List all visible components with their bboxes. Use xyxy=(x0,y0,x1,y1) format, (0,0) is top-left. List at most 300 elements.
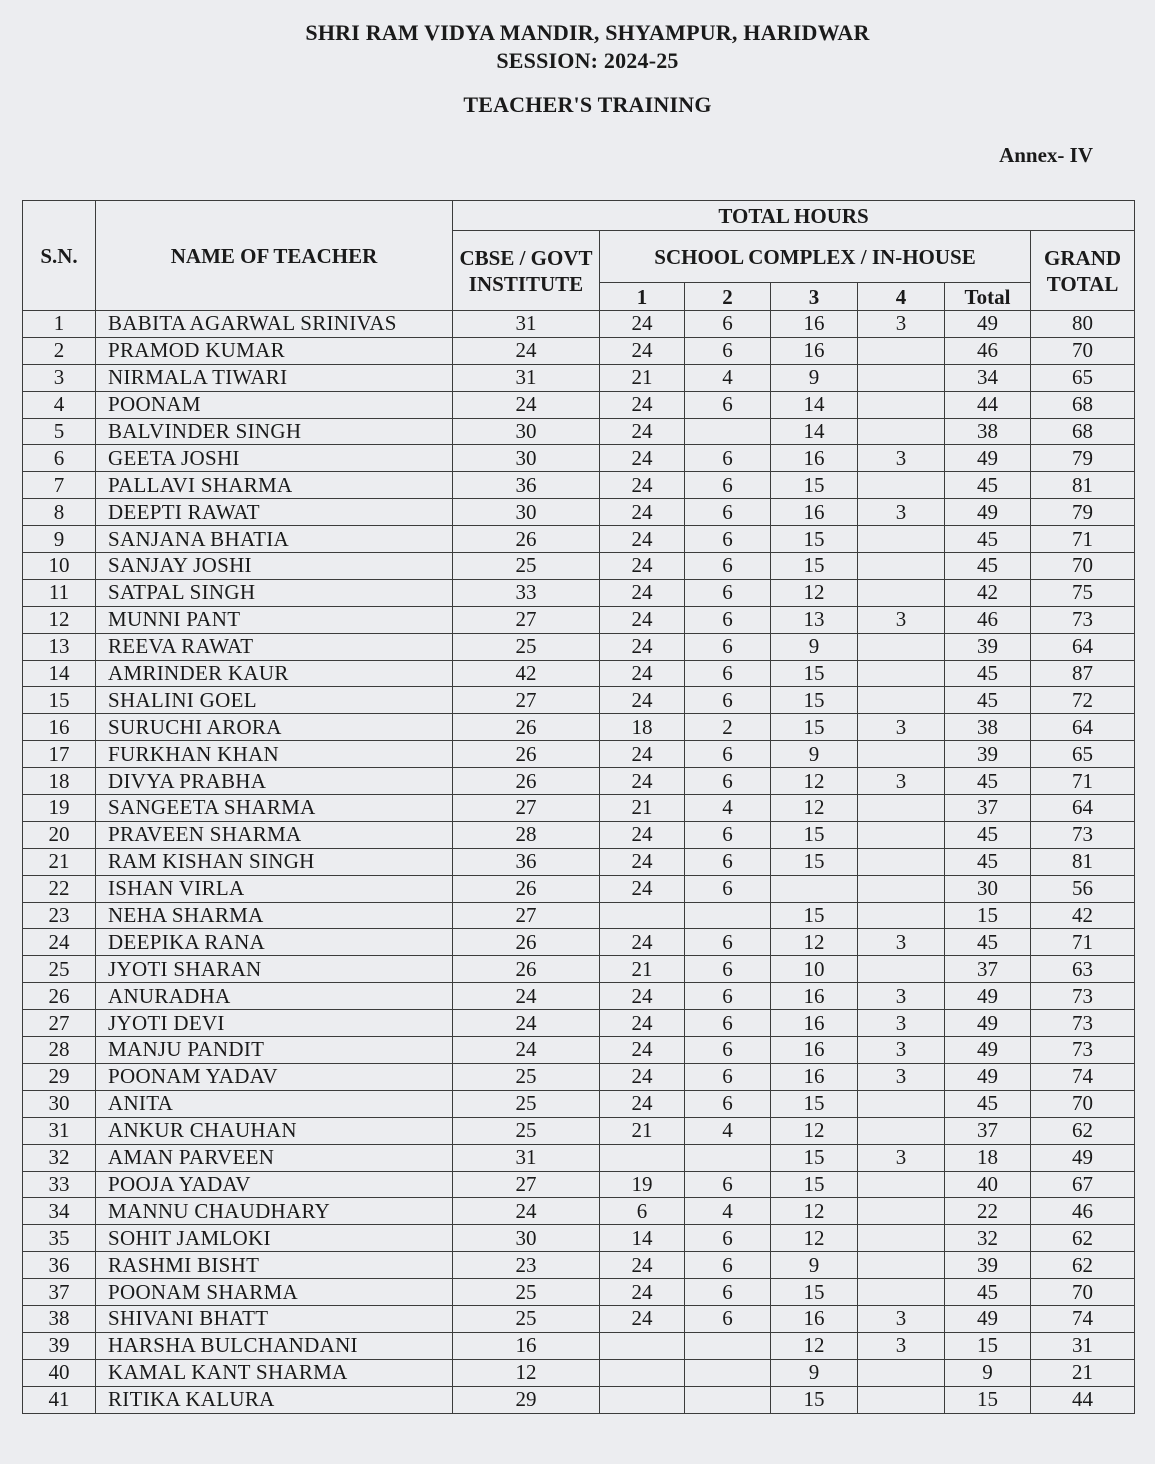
complex-1-cell: 24 xyxy=(600,929,685,956)
complex-1-cell: 21 xyxy=(600,795,685,822)
sn-cell: 35 xyxy=(23,1225,96,1252)
sn-cell: 16 xyxy=(23,714,96,741)
complex-total-cell: 37 xyxy=(945,956,1031,983)
complex-2-cell: 6 xyxy=(685,391,771,418)
complex-total-cell: 45 xyxy=(945,553,1031,580)
complex-3-cell: 16 xyxy=(771,1037,858,1064)
complex-4-cell: 3 xyxy=(858,1063,945,1090)
grand-total-cell: 73 xyxy=(1031,1037,1135,1064)
cbse-hours-cell: 24 xyxy=(453,337,600,364)
teacher-name-cell: POONAM YADAV xyxy=(96,1063,453,1090)
grand-total-cell: 79 xyxy=(1031,499,1135,526)
complex-1-cell: 6 xyxy=(600,1198,685,1225)
complex-3-cell: 12 xyxy=(771,1225,858,1252)
sn-cell: 21 xyxy=(23,848,96,875)
complex-1-cell: 24 xyxy=(600,1279,685,1306)
teacher-name-cell: DEEPIKA RANA xyxy=(96,929,453,956)
sn-cell: 34 xyxy=(23,1198,96,1225)
complex-3-cell: 15 xyxy=(771,714,858,741)
table-row xyxy=(23,1010,1135,1037)
complex-2-cell: 6 xyxy=(685,526,771,553)
complex-1-cell: 24 xyxy=(600,1010,685,1037)
complex-3-cell: 15 xyxy=(771,1090,858,1117)
complex-1-cell xyxy=(600,902,685,929)
grand-total-cell: 64 xyxy=(1031,795,1135,822)
complex-1-cell: 24 xyxy=(600,768,685,795)
complex-1-cell: 24 xyxy=(600,499,685,526)
table-row xyxy=(23,821,1135,848)
teacher-name-cell: ISHAN VIRLA xyxy=(96,875,453,902)
cbse-hours-cell: 25 xyxy=(453,1063,600,1090)
complex-total-cell: 39 xyxy=(945,741,1031,768)
complex-total-cell: 45 xyxy=(945,1090,1031,1117)
complex-total-cell: 39 xyxy=(945,633,1031,660)
complex-1-cell: 14 xyxy=(600,1225,685,1252)
school-name: SHRI RAM VIDYA MANDIR, SHYAMPUR, HARIDWAR xyxy=(305,20,870,45)
grand-total-cell: 71 xyxy=(1031,929,1135,956)
complex-2-cell xyxy=(685,1144,771,1171)
complex-2-cell xyxy=(685,902,771,929)
complex-total-cell: 49 xyxy=(945,499,1031,526)
grand-total-cell: 68 xyxy=(1031,391,1135,418)
complex-3-cell: 12 xyxy=(771,929,858,956)
complex-total-cell: 46 xyxy=(945,337,1031,364)
complex-3-cell: 14 xyxy=(771,391,858,418)
complex-total-cell: 49 xyxy=(945,445,1031,472)
complex-total-cell: 49 xyxy=(945,1305,1031,1332)
cbse-hours-cell: 26 xyxy=(453,741,600,768)
complex-4-cell xyxy=(858,633,945,660)
complex-total-cell: 46 xyxy=(945,606,1031,633)
table-row xyxy=(23,687,1135,714)
complex-4-cell xyxy=(858,821,945,848)
complex-total-cell: 49 xyxy=(945,1037,1031,1064)
complex-2-cell: 6 xyxy=(685,1171,771,1198)
complex-3-cell: 16 xyxy=(771,499,858,526)
teacher-name-cell: ANKUR CHAUHAN xyxy=(96,1117,453,1144)
complex-1-cell: 24 xyxy=(600,1252,685,1279)
complex-4-cell xyxy=(858,579,945,606)
complex-2-cell: 6 xyxy=(685,1037,771,1064)
teacher-name-cell: RASHMI BISHT xyxy=(96,1252,453,1279)
complex-4-cell xyxy=(858,1359,945,1386)
complex-2-cell: 6 xyxy=(685,956,771,983)
complex-4-cell: 3 xyxy=(858,1144,945,1171)
complex-3-cell: 16 xyxy=(771,1305,858,1332)
complex-4-cell xyxy=(858,875,945,902)
complex-2-cell: 4 xyxy=(685,364,771,391)
complex-1-cell: 24 xyxy=(600,687,685,714)
complex-3-cell: 10 xyxy=(771,956,858,983)
complex-2-cell: 6 xyxy=(685,821,771,848)
grand-total-cell: 73 xyxy=(1031,1010,1135,1037)
table-row xyxy=(23,848,1135,875)
complex-1-cell xyxy=(600,1359,685,1386)
complex-total-cell: 15 xyxy=(945,1332,1031,1359)
table-row xyxy=(23,1063,1135,1090)
teacher-name-cell: SOHIT JAMLOKI xyxy=(96,1225,453,1252)
cbse-hours-cell: 31 xyxy=(453,311,600,338)
table-row xyxy=(23,526,1135,553)
grand-total-cell: 65 xyxy=(1031,364,1135,391)
table-row xyxy=(23,929,1135,956)
teacher-name-cell: BABITA AGARWAL SRINIVAS xyxy=(96,311,453,338)
complex-2-cell: 4 xyxy=(685,1198,771,1225)
grand-total-cell: 62 xyxy=(1031,1252,1135,1279)
complex-4-cell: 3 xyxy=(858,1037,945,1064)
teacher-name-cell: HARSHA BULCHANDANI xyxy=(96,1332,453,1359)
teacher-name-cell: SHALINI GOEL xyxy=(96,687,453,714)
grand-total-cell: 21 xyxy=(1031,1359,1135,1386)
sn-cell: 27 xyxy=(23,1010,96,1037)
table-row xyxy=(23,1252,1135,1279)
grand-total-cell: 64 xyxy=(1031,714,1135,741)
complex-2-cell: 6 xyxy=(685,983,771,1010)
table-row xyxy=(23,768,1135,795)
cbse-hours-cell: 25 xyxy=(453,1305,600,1332)
complex-1-cell: 24 xyxy=(600,1037,685,1064)
complex-4-cell xyxy=(858,1117,945,1144)
complex-3-cell: 16 xyxy=(771,1010,858,1037)
table-row xyxy=(23,1090,1135,1117)
grand-total-cell: 46 xyxy=(1031,1198,1135,1225)
complex-3-cell: 14 xyxy=(771,418,858,445)
complex-1-cell: 24 xyxy=(600,821,685,848)
grand-total-cell: 56 xyxy=(1031,875,1135,902)
complex-1-cell: 24 xyxy=(600,579,685,606)
sn-cell: 36 xyxy=(23,1252,96,1279)
complex-1-cell: 21 xyxy=(600,364,685,391)
complex-1-cell xyxy=(600,1332,685,1359)
complex-total-cell: 45 xyxy=(945,660,1031,687)
complex-2-cell: 6 xyxy=(685,929,771,956)
complex-3-cell: 16 xyxy=(771,337,858,364)
complex-total-cell: 45 xyxy=(945,687,1031,714)
sn-cell: 30 xyxy=(23,1090,96,1117)
teacher-name-cell: SANJANA BHATIA xyxy=(96,526,453,553)
grand-total-cell: 62 xyxy=(1031,1225,1135,1252)
cbse-hours-cell: 26 xyxy=(453,956,600,983)
complex-4-cell xyxy=(858,337,945,364)
teacher-name-cell: DEEPTI RAWAT xyxy=(96,499,453,526)
complex-total-cell: 34 xyxy=(945,364,1031,391)
sn-cell: 1 xyxy=(23,311,96,338)
complex-total-cell: 37 xyxy=(945,1117,1031,1144)
table-row xyxy=(23,1171,1135,1198)
grand-total-header: GRAND TOTAL xyxy=(1031,231,1135,311)
sn-cell: 26 xyxy=(23,983,96,1010)
complex-total-cell: 38 xyxy=(945,714,1031,741)
complex-2-cell: 6 xyxy=(685,848,771,875)
col-1-header: 1 xyxy=(600,283,685,311)
complex-2-cell: 6 xyxy=(685,1090,771,1117)
sn-cell: 10 xyxy=(23,553,96,580)
complex-total-cell: 45 xyxy=(945,821,1031,848)
document-title: TEACHER'S TRAINING xyxy=(463,92,712,117)
complex-2-cell: 6 xyxy=(685,768,771,795)
complex-3-cell: 12 xyxy=(771,768,858,795)
teacher-name-cell: KAMAL KANT SHARMA xyxy=(96,1359,453,1386)
sn-cell: 11 xyxy=(23,579,96,606)
complex-3-cell: 12 xyxy=(771,1332,858,1359)
complex-total-cell: 18 xyxy=(945,1144,1031,1171)
complex-3-cell: 16 xyxy=(771,445,858,472)
complex-2-cell: 6 xyxy=(685,741,771,768)
complex-3-cell: 15 xyxy=(771,553,858,580)
cbse-hours-cell: 42 xyxy=(453,660,600,687)
table-row xyxy=(23,606,1135,633)
table-row xyxy=(23,1305,1135,1332)
grand-total-cell: 70 xyxy=(1031,1090,1135,1117)
table-row xyxy=(23,983,1135,1010)
table-row xyxy=(23,445,1135,472)
complex-2-cell: 6 xyxy=(685,687,771,714)
col-4-header: 4 xyxy=(858,283,945,311)
cbse-hours-cell: 28 xyxy=(453,821,600,848)
cbse-hours-cell: 30 xyxy=(453,445,600,472)
teacher-name-cell: JYOTI DEVI xyxy=(96,1010,453,1037)
complex-4-cell xyxy=(858,1171,945,1198)
table-row xyxy=(23,472,1135,499)
table-row xyxy=(23,875,1135,902)
table-row xyxy=(23,741,1135,768)
complex-2-cell xyxy=(685,418,771,445)
table-row xyxy=(23,579,1135,606)
complex-2-cell: 6 xyxy=(685,875,771,902)
table-row xyxy=(23,902,1135,929)
complex-total-cell: 32 xyxy=(945,1225,1031,1252)
complex-3-cell: 15 xyxy=(771,902,858,929)
complex-1-cell: 24 xyxy=(600,553,685,580)
complex-4-cell xyxy=(858,741,945,768)
complex-1-cell: 19 xyxy=(600,1171,685,1198)
complex-4-cell xyxy=(858,1279,945,1306)
complex-3-cell: 15 xyxy=(771,848,858,875)
complex-total-cell: 49 xyxy=(945,983,1031,1010)
complex-total-cell: 49 xyxy=(945,1010,1031,1037)
complex-total-cell: 38 xyxy=(945,418,1031,445)
teacher-name-cell: PALLAVI SHARMA xyxy=(96,472,453,499)
cbse-hours-cell: 29 xyxy=(453,1386,600,1413)
cbse-hours-cell: 24 xyxy=(453,1198,600,1225)
cbse-hours-cell: 25 xyxy=(453,1117,600,1144)
complex-2-cell: 6 xyxy=(685,311,771,338)
sn-cell: 37 xyxy=(23,1279,96,1306)
complex-3-cell: 15 xyxy=(771,1171,858,1198)
grand-total-cell: 71 xyxy=(1031,526,1135,553)
complex-4-cell: 3 xyxy=(858,983,945,1010)
teacher-name-cell: RITIKA KALURA xyxy=(96,1386,453,1413)
grand-total-cell: 68 xyxy=(1031,418,1135,445)
table-row xyxy=(23,714,1135,741)
complex-1-cell: 21 xyxy=(600,1117,685,1144)
teacher-name-cell: NIRMALA TIWARI xyxy=(96,364,453,391)
cbse-hours-cell: 27 xyxy=(453,795,600,822)
table-row xyxy=(23,1225,1135,1252)
sn-cell: 3 xyxy=(23,364,96,391)
complex-2-cell: 6 xyxy=(685,579,771,606)
complex-2-cell: 6 xyxy=(685,606,771,633)
teacher-name-cell: NEHA SHARMA xyxy=(96,902,453,929)
sn-cell: 32 xyxy=(23,1144,96,1171)
grand-total-cell: 62 xyxy=(1031,1117,1135,1144)
complex-1-cell: 24 xyxy=(600,1063,685,1090)
complex-2-cell: 6 xyxy=(685,1252,771,1279)
grand-total-cell: 70 xyxy=(1031,1279,1135,1306)
complex-1-cell: 24 xyxy=(600,391,685,418)
teacher-name-cell: ANURADHA xyxy=(96,983,453,1010)
table-row xyxy=(23,1279,1135,1306)
complex-total-cell: 49 xyxy=(945,1063,1031,1090)
table-row xyxy=(23,795,1135,822)
table-row xyxy=(23,553,1135,580)
complex-2-cell: 4 xyxy=(685,1117,771,1144)
complex-4-cell xyxy=(858,364,945,391)
complex-3-cell: 15 xyxy=(771,1144,858,1171)
grand-total-cell: 67 xyxy=(1031,1171,1135,1198)
complex-4-cell: 3 xyxy=(858,768,945,795)
complex-4-cell: 3 xyxy=(858,1010,945,1037)
complex-4-cell xyxy=(858,687,945,714)
cbse-hours-cell: 36 xyxy=(453,472,600,499)
complex-3-cell: 16 xyxy=(771,311,858,338)
complex-total-cell: 45 xyxy=(945,526,1031,553)
complex-3-cell: 15 xyxy=(771,687,858,714)
complex-4-cell: 3 xyxy=(858,1332,945,1359)
complex-4-cell xyxy=(858,956,945,983)
table-row xyxy=(23,660,1135,687)
teacher-name-cell: DIVYA PRABHA xyxy=(96,768,453,795)
complex-total-cell: 15 xyxy=(945,902,1031,929)
cbse-hours-cell: 26 xyxy=(453,768,600,795)
complex-2-cell: 6 xyxy=(685,1279,771,1306)
cbse-hours-cell: 30 xyxy=(453,1225,600,1252)
cbse-hours-cell: 31 xyxy=(453,364,600,391)
sn-cell: 28 xyxy=(23,1037,96,1064)
teacher-name-cell: SATPAL SINGH xyxy=(96,579,453,606)
complex-4-cell: 3 xyxy=(858,929,945,956)
complex-total-cell: 49 xyxy=(945,311,1031,338)
complex-4-cell xyxy=(858,848,945,875)
complex-4-cell xyxy=(858,1090,945,1117)
teacher-name-cell: REEVA RAWAT xyxy=(96,633,453,660)
complex-2-cell: 6 xyxy=(685,1063,771,1090)
grand-total-cell: 42 xyxy=(1031,902,1135,929)
sn-cell: 13 xyxy=(23,633,96,660)
complex-3-cell: 15 xyxy=(771,1279,858,1306)
sn-cell: 2 xyxy=(23,337,96,364)
complex-total-cell: 37 xyxy=(945,795,1031,822)
complex-2-cell: 6 xyxy=(685,499,771,526)
table-row xyxy=(23,1144,1135,1171)
cbse-hours-cell: 26 xyxy=(453,929,600,956)
table-row xyxy=(23,956,1135,983)
grand-total-cell: 31 xyxy=(1031,1332,1135,1359)
sn-cell: 31 xyxy=(23,1117,96,1144)
complex-3-cell: 12 xyxy=(771,579,858,606)
teacher-name-cell: POONAM xyxy=(96,391,453,418)
complex-total-cell: 30 xyxy=(945,875,1031,902)
sn-cell: 25 xyxy=(23,956,96,983)
sn-cell: 20 xyxy=(23,821,96,848)
grand-total-cell: 80 xyxy=(1031,311,1135,338)
sn-cell: 8 xyxy=(23,499,96,526)
complex-3-cell: 16 xyxy=(771,983,858,1010)
complex-2-cell: 6 xyxy=(685,1305,771,1332)
complex-2-cell: 6 xyxy=(685,660,771,687)
complex-1-cell: 24 xyxy=(600,526,685,553)
sn-cell: 40 xyxy=(23,1359,96,1386)
teacher-name-cell: GEETA JOSHI xyxy=(96,445,453,472)
complex-4-cell xyxy=(858,795,945,822)
cbse-hours-cell: 24 xyxy=(453,1010,600,1037)
grand-total-cell: 71 xyxy=(1031,768,1135,795)
complex-total-cell: 45 xyxy=(945,472,1031,499)
teacher-name-cell: ANITA xyxy=(96,1090,453,1117)
grand-total-cell: 70 xyxy=(1031,553,1135,580)
table-row xyxy=(23,364,1135,391)
cbse-hours-cell: 27 xyxy=(453,687,600,714)
complex-3-cell: 15 xyxy=(771,1386,858,1413)
complex-total-cell: 39 xyxy=(945,1252,1031,1279)
teacher-name-cell: RAM KISHAN SINGH xyxy=(96,848,453,875)
cbse-hours-cell: 31 xyxy=(453,1144,600,1171)
table-row xyxy=(23,499,1135,526)
complex-2-cell: 2 xyxy=(685,714,771,741)
table-row xyxy=(23,418,1135,445)
sn-cell: 6 xyxy=(23,445,96,472)
complex-total-cell: 44 xyxy=(945,391,1031,418)
complex-total-cell: 45 xyxy=(945,848,1031,875)
complex-1-cell: 24 xyxy=(600,848,685,875)
cbse-hours-cell: 25 xyxy=(453,553,600,580)
sn-cell: 9 xyxy=(23,526,96,553)
cbse-hours-cell: 27 xyxy=(453,1171,600,1198)
complex-4-cell xyxy=(858,526,945,553)
teacher-name-cell: MUNNI PANT xyxy=(96,606,453,633)
complex-4-cell xyxy=(858,553,945,580)
complex-1-cell: 24 xyxy=(600,633,685,660)
sn-cell: 24 xyxy=(23,929,96,956)
table-row xyxy=(23,1332,1135,1359)
complex-4-cell xyxy=(858,472,945,499)
complex-4-cell xyxy=(858,1225,945,1252)
cbse-hours-cell: 27 xyxy=(453,606,600,633)
complex-2-cell: 6 xyxy=(685,1010,771,1037)
complex-2-cell: 6 xyxy=(685,337,771,364)
complex-2-cell: 6 xyxy=(685,472,771,499)
cbse-hours-cell: 27 xyxy=(453,902,600,929)
grand-total-cell: 74 xyxy=(1031,1063,1135,1090)
complex-total-cell: 45 xyxy=(945,929,1031,956)
teacher-name-cell: POOJA YADAV xyxy=(96,1171,453,1198)
complex-1-cell: 18 xyxy=(600,714,685,741)
complex-total-cell: 15 xyxy=(945,1386,1031,1413)
complex-4-cell: 3 xyxy=(858,499,945,526)
complex-3-cell: 15 xyxy=(771,472,858,499)
complex-1-cell: 24 xyxy=(600,418,685,445)
grand-total-cell: 65 xyxy=(1031,741,1135,768)
teacher-name-cell: AMRINDER KAUR xyxy=(96,660,453,687)
sn-header: S.N. xyxy=(23,201,96,311)
grand-total-cell: 72 xyxy=(1031,687,1135,714)
school-complex-header: SCHOOL COMPLEX / IN-HOUSE xyxy=(600,231,1031,283)
complex-total-cell: 40 xyxy=(945,1171,1031,1198)
complex-4-cell: 3 xyxy=(858,1305,945,1332)
complex-1-cell: 24 xyxy=(600,472,685,499)
cbse-hours-cell: 24 xyxy=(453,391,600,418)
complex-2-cell: 4 xyxy=(685,795,771,822)
